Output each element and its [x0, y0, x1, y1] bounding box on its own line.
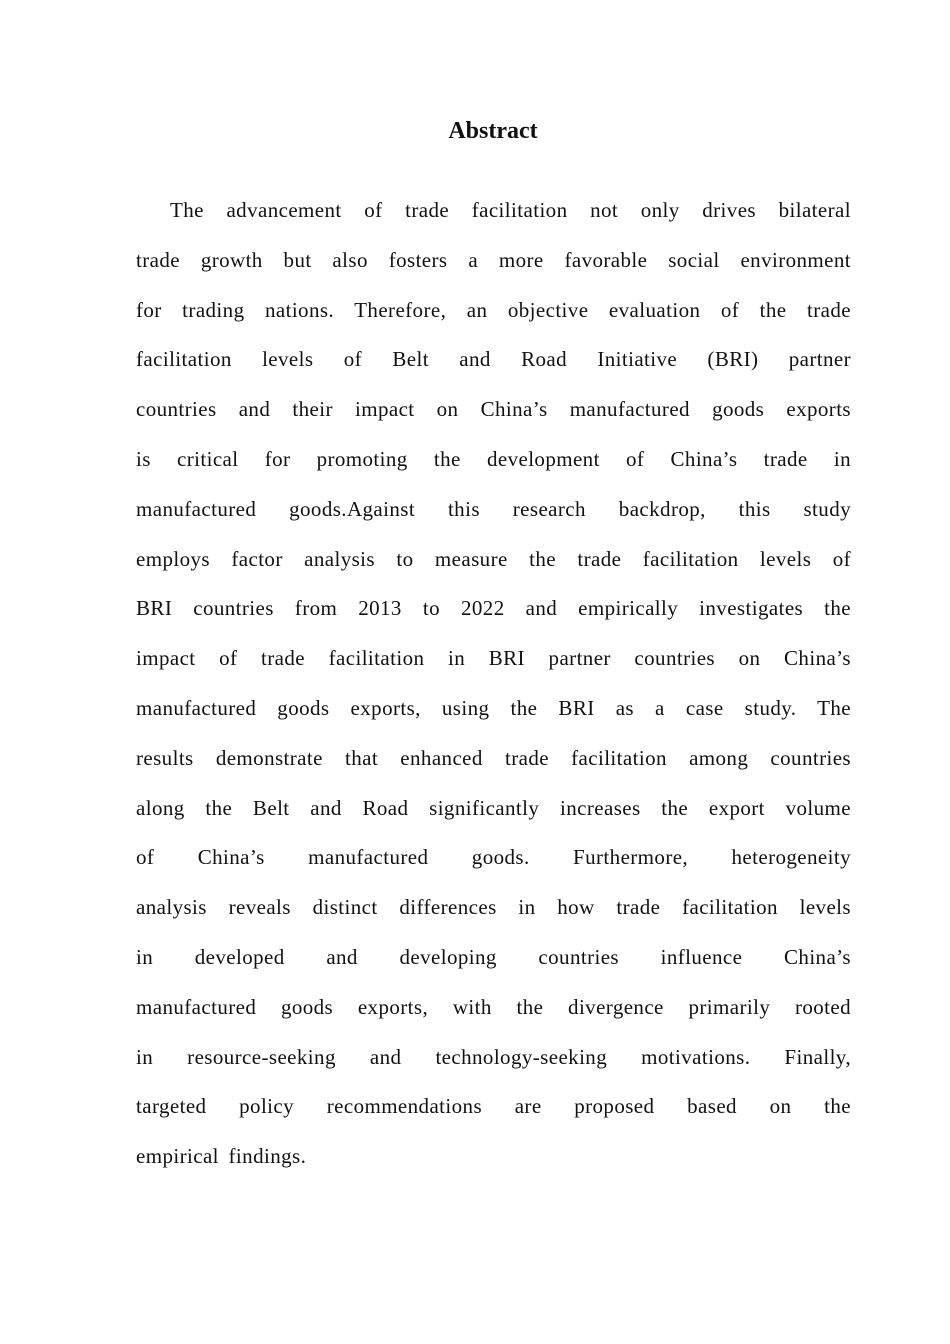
abstract-line-2: trade growth but also fosters a more favorable social environment — [136, 247, 851, 272]
abstract-paragraph — [136, 186, 851, 1182]
abstract-line-6: is critical for promoting the development of China’s trade in — [136, 446, 851, 471]
abstract-line-5: countries and their impact on China’s manufactured goods exports — [136, 397, 851, 422]
abstract-line-11: manufactured goods exports, using the BRI as a case study. The — [136, 695, 851, 720]
abstract-line-16: in developed and developing countries influence China’s — [136, 944, 851, 969]
abstract-line-9: BRI countries from 2013 to 2022 and empirically investigates the — [136, 596, 851, 621]
abstract-line-15: analysis reveals distinct differences in how trade facilitation levels — [136, 895, 851, 920]
abstract-title: Abstract — [448, 118, 538, 144]
abstract-line-4: facilitation levels of Belt and Road Initiative (BRI) partner — [136, 347, 851, 372]
abstract-line-1: The advancement of trade facilitation not only drives bilateral — [170, 198, 851, 222]
abstract-line-3: for trading nations. Therefore, an objective evaluation of the trade — [136, 297, 851, 322]
abstract-line-17: manufactured goods exports, with the divergence primarily rooted — [136, 994, 851, 1019]
abstract-line-7: manufactured goods.Against this research backdrop, this study — [136, 496, 851, 521]
abstract-line-20: empirical findings. — [136, 1144, 307, 1169]
abstract-line-10: impact of trade facilitation in BRI partner countries on China’s — [136, 646, 851, 671]
abstract-line-8: employs factor analysis to measure the trade facilitation levels of — [136, 546, 851, 571]
abstract-line-12: results demonstrate that enhanced trade facilitation among countries — [136, 745, 851, 770]
abstract-line-19: targeted policy recommendations are proposed based on the — [136, 1094, 851, 1119]
abstract-line-13: along the Belt and Road significantly increases the export volume — [136, 795, 851, 820]
abstract-line-14: of China’s manufactured goods. Furthermore, heterogeneity — [136, 845, 851, 870]
abstract-line-18: in resource-seeking and technology-seeking motivations. Finally, — [136, 1044, 851, 1069]
